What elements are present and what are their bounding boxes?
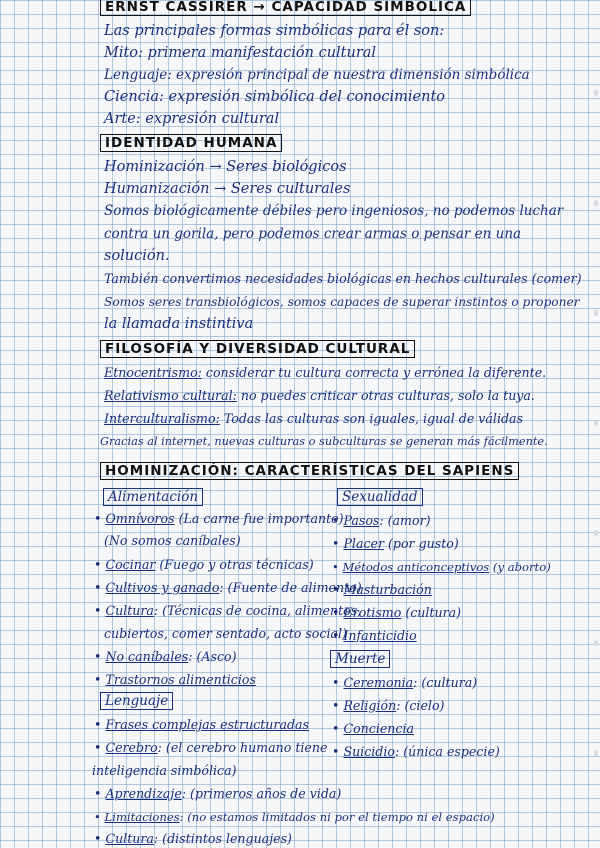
hominizacion-heading: HOMINIZACIÓN: CARACTERÍSTICAS DEL SAPIENS [100, 462, 519, 480]
sexualidad-item: • Erotismo (cultura) [332, 604, 461, 622]
muerte-subheading: Muerte [330, 650, 390, 668]
identidad-line: Somos biológicamente débiles pero ingeniosos, no podemos luchar [104, 203, 564, 219]
lenguaje-item: • Aprendizaje: (primeros años de vida) [94, 785, 341, 803]
alimentacion-subheading: Alimentación [103, 488, 203, 506]
muerte-item: • Religión: (cielo) [332, 697, 444, 715]
muerte-item: • Ceremonia: (cultura) [332, 674, 477, 692]
identidad-line: Humanización → Seres culturales [104, 181, 351, 197]
cassirer-line: Mito: primera manifestación cultural [104, 45, 377, 61]
identidad-line: Somos seres transbiológicos, somos capaces de superar instintos o proponer [104, 295, 580, 309]
identidad-line: la llamada instintiva [104, 316, 254, 332]
sexualidad-item: • Métodos anticonceptivos (y aborto) [332, 558, 551, 576]
alimentacion-item: cubiertos, comer sentado, acto social) [104, 626, 347, 641]
filosofia-line: Gracias al internet, nuevas culturas o subculturas se generan más fácilmente. [100, 435, 548, 448]
alimentacion-item: • Trastornos alimenticios [94, 671, 256, 689]
alimentacion-item: • Omnívoros (La carne fue importante) [94, 510, 344, 528]
identidad-line: contra un gorila, pero podemos crear armas o pensar en una [104, 226, 522, 242]
notebook-margin-holes [586, 0, 600, 848]
cassirer-line: Lenguaje: expresión principal de nuestra dimensión simbólica [104, 67, 530, 83]
page-header-title: ERNST CASSIRER → CAPACIDAD SIMBÓLICA [100, 0, 471, 16]
identidad-line: solución. [104, 248, 170, 264]
sexualidad-item: • Placer (por gusto) [332, 535, 459, 553]
cassirer-line: Arte: expresión cultural [104, 111, 280, 127]
sexualidad-subheading: Sexualidad [337, 488, 423, 506]
sexualidad-item: • Infanticidio [332, 627, 417, 645]
lenguaje-item: • Cultura: (distintos lenguajes) [94, 830, 292, 848]
alimentacion-item: • Cocinar (Fuego y otras técnicas) [94, 556, 314, 574]
sexualidad-item: • Masturbación [332, 581, 432, 599]
muerte-item: • Conciencia [332, 720, 414, 738]
cassirer-line: Ciencia: expresión simbólica del conocimiento [104, 89, 445, 105]
lenguaje-item: • Limitaciones: (no estamos limitados ni por el tiempo ni el espacio) [94, 808, 495, 826]
lenguaje-item: inteligencia simbólica) [92, 763, 237, 778]
identidad-line: También convertimos necesidades biológicas en hechos culturales (comer) [104, 271, 582, 286]
filosofia-heading: FILOSOFÍA Y DIVERSIDAD CULTURAL [100, 340, 415, 358]
sexualidad-item: • Pasos: (amor) [332, 512, 431, 530]
lenguaje-item: • Frases complejas estructuradas [94, 716, 309, 734]
filosofia-line: Interculturalismo: Todas las culturas son iguales, igual de válidas [104, 411, 524, 426]
lenguaje-subheading: Lenguaje [100, 692, 173, 710]
lenguaje-item: • Cerebro: (el cerebro humano tiene [94, 739, 327, 757]
muerte-item: • Suicidio: (única especie) [332, 743, 500, 761]
identidad-heading: IDENTIDAD HUMANA [100, 134, 282, 152]
alimentacion-item: • No caníbales: (Asco) [94, 648, 237, 666]
identidad-line: Hominización → Seres biológicos [104, 159, 347, 175]
alimentacion-item: • Cultura: (Técnicas de cocina, alimentos, [94, 602, 361, 620]
filosofia-line: Relativismo cultural: no puedes criticar otras culturas, solo la tuya. [104, 388, 535, 403]
alimentacion-item: • Cultivos y ganado: (Fuente de alimento) [94, 579, 362, 597]
cassirer-line: Las principales formas simbólicas para él son: [104, 23, 445, 39]
filosofia-line: Etnocentrismo: considerar tu cultura correcta y errónea la diferente. [104, 365, 547, 380]
alimentacion-item: (No somos caníbales) [104, 533, 241, 548]
